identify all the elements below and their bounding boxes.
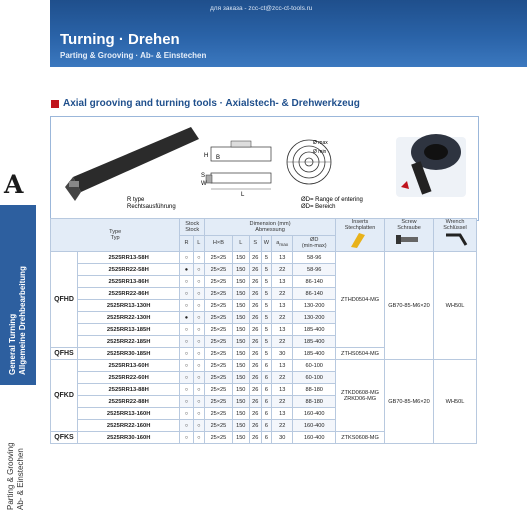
value-cell: 150 (232, 324, 249, 336)
value-cell: 26 (249, 372, 261, 384)
page-subtitle: Parting & Grooving · Ab- & Einstechen (60, 51, 207, 60)
insert-icon (345, 231, 375, 249)
value-cell: 26 (249, 252, 261, 264)
value-cell: 25×25 (205, 312, 233, 324)
value-cell: 150 (232, 360, 249, 372)
value-cell: ○ (193, 360, 205, 372)
value-cell: 22 (272, 288, 293, 300)
value-cell: 58-96 (293, 264, 336, 276)
chapter-tab-line1: General Turning (8, 313, 17, 375)
value-cell: 150 (232, 432, 249, 444)
type-code-cell: 2525RR13-60H (78, 360, 180, 372)
col-inserts: Inserts Stechplatten (336, 219, 385, 252)
value-cell: 150 (232, 348, 249, 360)
value-cell: ○ (193, 276, 205, 288)
value-cell: 150 (232, 420, 249, 432)
value-cell: 26 (249, 396, 261, 408)
col-length: L (232, 235, 249, 252)
value-cell: ○ (180, 396, 193, 408)
value-cell: 26 (249, 336, 261, 348)
col-w: W (261, 235, 271, 252)
value-cell: 150 (232, 336, 249, 348)
col-l: L (193, 235, 205, 252)
value-cell: 25×25 (205, 300, 233, 312)
col-dimension: Dimension (mm) Abmessung (205, 219, 336, 236)
value-cell: 6 (261, 408, 271, 420)
rtype-label-de: Rechtsausführung (127, 204, 176, 210)
page-title: Turning · Drehen (60, 31, 180, 48)
rtype-label: R type (127, 197, 145, 203)
value-cell: 150 (232, 312, 249, 324)
value-cell: 6 (261, 396, 271, 408)
value-cell: ○ (193, 396, 205, 408)
range-label-de: ØD= Bereich (301, 204, 336, 210)
value-cell: 25×25 (205, 276, 233, 288)
value-cell: ○ (193, 324, 205, 336)
value-cell: 22 (272, 420, 293, 432)
value-cell: 25×25 (205, 396, 233, 408)
chapter-letter: A (4, 170, 24, 199)
value-cell: ○ (193, 408, 205, 420)
value-cell: 26 (249, 360, 261, 372)
col-s: S (249, 235, 261, 252)
col-hxb: H×B (205, 235, 233, 252)
value-cell: 150 (232, 384, 249, 396)
value-cell: ○ (193, 372, 205, 384)
value-cell: ○ (180, 336, 193, 348)
value-cell: 150 (232, 276, 249, 288)
value-cell: 13 (272, 252, 293, 264)
value-cell: 26 (249, 432, 261, 444)
value-cell: 130-200 (293, 312, 336, 324)
value-cell: 25×25 (205, 348, 233, 360)
type-code-cell: 2525RR13-185H (78, 324, 180, 336)
groove-diagram (287, 140, 331, 184)
value-cell: 185-400 (293, 324, 336, 336)
value-cell: 150 (232, 300, 249, 312)
value-cell: 150 (232, 252, 249, 264)
value-cell: 88-180 (293, 384, 336, 396)
type-code-cell: 2525RR13-160H (78, 408, 180, 420)
value-cell: 22 (272, 396, 293, 408)
value-cell: 150 (232, 396, 249, 408)
value-cell: 25×25 (205, 264, 233, 276)
value-cell: ○ (193, 336, 205, 348)
value-cell: 26 (249, 288, 261, 300)
type-code-cell: 2525RR30-185H (78, 348, 180, 360)
wrench-icon (440, 231, 470, 249)
value-cell: 22 (272, 264, 293, 276)
value-cell: 25×25 (205, 360, 233, 372)
value-cell: 30 (272, 432, 293, 444)
svg-text:S: S (201, 173, 206, 179)
col-stock: Stock Stock (180, 219, 205, 236)
value-cell: ○ (193, 300, 205, 312)
screw-icon (394, 231, 424, 249)
type-code-cell: 2525RR22-58H (78, 264, 180, 276)
value-cell: 150 (232, 408, 249, 420)
value-cell: 150 (232, 264, 249, 276)
wrench-cell: WH50L (434, 360, 477, 444)
value-cell: 26 (249, 324, 261, 336)
section-side-line2: Ab- & Einstechen (16, 448, 25, 510)
svg-text:Ø max: Ø max (313, 140, 328, 146)
value-cell: ○ (180, 300, 193, 312)
family-cell: QFHD (51, 252, 78, 348)
insert-cell: ZTHD0504-MG (336, 252, 385, 348)
value-cell: 5 (261, 264, 271, 276)
value-cell: 30 (272, 348, 293, 360)
family-cell: QFKS (51, 432, 78, 444)
value-cell: 25×25 (205, 420, 233, 432)
value-cell: 5 (261, 324, 271, 336)
insert-cell: ZTHS0504-MG (336, 348, 385, 360)
value-cell: ○ (193, 348, 205, 360)
tool-drawing (51, 117, 478, 220)
col-od: ØD (min-max) (293, 235, 336, 252)
col-type: Type Typ (51, 219, 180, 252)
value-cell: ○ (180, 360, 193, 372)
value-cell: 26 (249, 420, 261, 432)
value-cell: ○ (180, 432, 193, 444)
value-cell: 26 (249, 276, 261, 288)
product-table (50, 218, 477, 444)
value-cell: 25×25 (205, 336, 233, 348)
value-cell: 5 (261, 348, 271, 360)
value-cell: 6 (261, 432, 271, 444)
value-cell: 22 (272, 372, 293, 384)
value-cell: 60-100 (293, 360, 336, 372)
value-cell: 25×25 (205, 252, 233, 264)
value-cell: 26 (249, 312, 261, 324)
type-code-cell: 2525RR22-185H (78, 336, 180, 348)
svg-text:W: W (201, 181, 207, 187)
value-cell: ○ (180, 372, 193, 384)
value-cell: 13 (272, 384, 293, 396)
value-cell: ○ (180, 324, 193, 336)
value-cell: ○ (193, 312, 205, 324)
value-cell: 6 (261, 420, 271, 432)
value-cell: ○ (193, 432, 205, 444)
col-r: R (180, 235, 193, 252)
value-cell: 5 (261, 300, 271, 312)
value-cell: 13 (272, 300, 293, 312)
type-code-cell: 2525RR22-160H (78, 420, 180, 432)
value-cell: 13 (272, 408, 293, 420)
type-code-cell: 2525RR22-60H (78, 372, 180, 384)
value-cell: 22 (272, 336, 293, 348)
value-cell: 160-400 (293, 408, 336, 420)
product-table-body (51, 252, 477, 444)
value-cell: ○ (180, 420, 193, 432)
value-cell: 5 (261, 312, 271, 324)
svg-text:B: B (216, 155, 221, 161)
value-cell: 13 (272, 324, 293, 336)
value-cell: 58-96 (293, 252, 336, 264)
value-cell: 25×25 (205, 288, 233, 300)
type-code-cell: 2525RR30-160H (78, 432, 180, 444)
value-cell: ● (180, 264, 193, 276)
drawing-side-view (211, 173, 271, 183)
value-cell: 25×25 (205, 432, 233, 444)
value-cell: 60-100 (293, 372, 336, 384)
value-cell: 150 (232, 288, 249, 300)
value-cell: 185-400 (293, 348, 336, 360)
family-cell: QFHS (51, 348, 78, 360)
svg-text:L: L (241, 192, 245, 198)
col-amax: $a_{max}$ (272, 235, 293, 252)
value-cell: 150 (232, 372, 249, 384)
insert-cell: ZTKD0608-MG ZRKD06-MG (336, 360, 385, 432)
value-cell: 185-400 (293, 336, 336, 348)
section-title: Axial grooving and turning tools · Axialstech- & Drehwerkzeug (63, 98, 360, 109)
value-cell: 13 (272, 360, 293, 372)
value-cell: 6 (261, 384, 271, 396)
table-row[interactable] (51, 360, 477, 372)
value-cell: ○ (193, 420, 205, 432)
value-cell: ○ (193, 288, 205, 300)
wrench-cell: WH50L (434, 252, 477, 360)
screw-cell: GB70-85-M6×20 (385, 252, 434, 360)
value-cell: 160-400 (293, 432, 336, 444)
page-header (50, 0, 527, 67)
value-cell: 5 (261, 336, 271, 348)
value-cell: ○ (180, 288, 193, 300)
value-cell: 25×25 (205, 372, 233, 384)
value-cell: 5 (261, 252, 271, 264)
value-cell: ○ (193, 252, 205, 264)
value-cell: 26 (249, 264, 261, 276)
value-cell: ○ (180, 252, 193, 264)
value-cell: 130-200 (293, 300, 336, 312)
value-cell: 6 (261, 360, 271, 372)
value-cell: 26 (249, 300, 261, 312)
type-code-cell: 2525RR13-86H (78, 276, 180, 288)
chapter-tab-line2: Allgemeine Drehbearbeitung (18, 266, 27, 375)
tool-figure-panel (50, 116, 479, 221)
value-cell: ○ (193, 264, 205, 276)
chapter-tab[interactable] (0, 205, 36, 385)
insert-cell: ZTKS0608-MG (336, 432, 385, 444)
type-code-cell: 2525RR13-130H (78, 300, 180, 312)
value-cell: 86-140 (293, 276, 336, 288)
value-cell: ○ (180, 348, 193, 360)
section-side-label (6, 442, 26, 510)
order-contact[interactable]: для заказа - zcc-ct@zcc-ct-tools.ru (210, 5, 313, 12)
value-cell: 13 (272, 276, 293, 288)
section-marker-icon (51, 100, 59, 108)
value-cell: ○ (180, 276, 193, 288)
type-code-cell: 2525RR22-88H (78, 396, 180, 408)
value-cell: ● (180, 312, 193, 324)
value-cell: 160-400 (293, 420, 336, 432)
tool-holder-icon (73, 127, 199, 192)
type-code-cell: 2525RR13-58H (78, 252, 180, 264)
dim-label: H (204, 153, 209, 159)
value-cell: 26 (249, 348, 261, 360)
value-cell: 88-180 (293, 396, 336, 408)
value-cell: 86-140 (293, 288, 336, 300)
value-cell: 25×25 (205, 384, 233, 396)
value-cell: ○ (180, 408, 193, 420)
range-label: ØD= Range of entering (301, 197, 363, 203)
value-cell: 25×25 (205, 408, 233, 420)
type-code-cell: 2525RR13-88H (78, 384, 180, 396)
svg-text:Ø min: Ø min (313, 149, 327, 155)
chapter-tab-label (8, 266, 28, 375)
value-cell: ○ (193, 384, 205, 396)
type-code-cell: 2525RR22-130H (78, 312, 180, 324)
value-cell: 22 (272, 312, 293, 324)
family-cell: QFKD (51, 360, 78, 432)
col-screw: Screw Schraube (385, 219, 434, 252)
value-cell: 5 (261, 288, 271, 300)
value-cell: ○ (180, 384, 193, 396)
col-wrench: Wrench Schlüssel (434, 219, 477, 252)
screw-cell: GB70-85-M6×20 (385, 360, 434, 444)
value-cell: 5 (261, 276, 271, 288)
value-cell: 25×25 (205, 324, 233, 336)
table-row[interactable] (51, 252, 477, 264)
value-cell: 26 (249, 384, 261, 396)
value-cell: 6 (261, 372, 271, 384)
type-code-cell: 2525RR22-86H (78, 288, 180, 300)
section-side-line1: Parting & Grooving (6, 442, 15, 510)
value-cell: 26 (249, 408, 261, 420)
